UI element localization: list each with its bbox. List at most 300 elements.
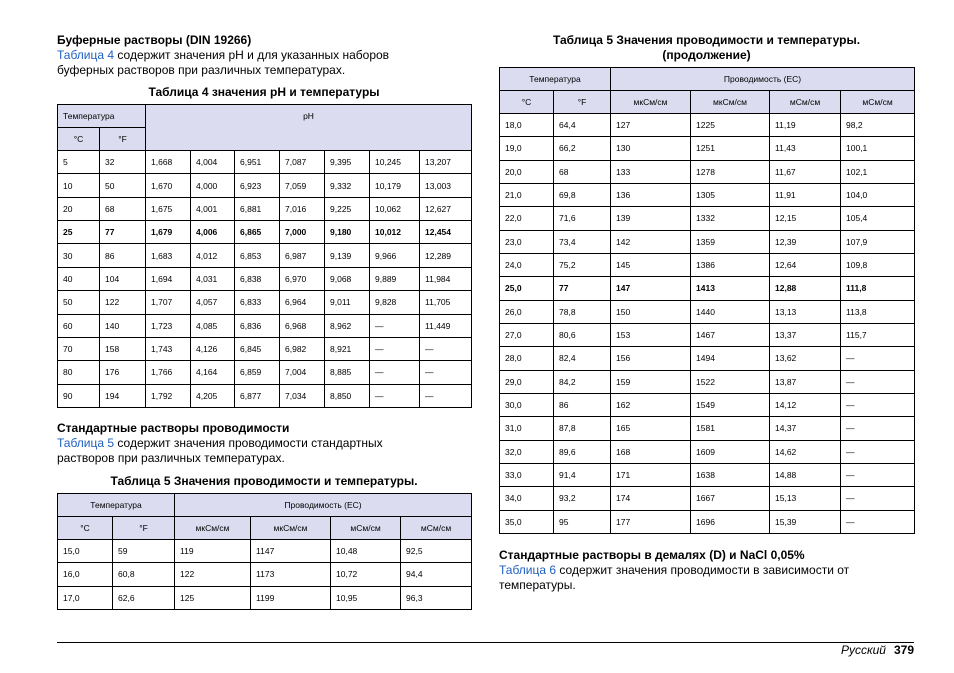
table-cell: 75,2 [554,253,611,276]
table-row [500,463,915,486]
table-cell: 1638 [691,463,770,486]
table-cell: 32,0 [500,440,554,463]
table-row [58,267,472,290]
table-cell: 17,0 [58,586,113,609]
table-cell: 68 [554,160,611,183]
table-cell: 50 [58,291,100,314]
table-5-header-unit: мкСм/см [175,517,251,540]
table-5-continued-body [500,114,915,534]
section-text-conductivity-line1: содержит значения проводимости стандартных [114,436,383,450]
table-cell: 18,0 [500,114,554,137]
table-cell: 9,068 [325,267,370,290]
table-4-caption: Таблица 4 значения pH и температуры [148,85,380,99]
table-cell: 1278 [691,160,770,183]
table-cell: 20,0 [500,160,554,183]
table-cell: 159 [611,370,691,393]
table-cell: 77 [554,277,611,300]
table-cell: 4,006 [191,221,235,244]
table-cell: 1,707 [146,291,191,314]
table-cell: 10,72 [331,563,401,586]
table-cell: 27,0 [500,323,554,346]
table-cell: 122 [100,291,146,314]
table-cell: 1,766 [146,361,191,384]
table-cell: 82,4 [554,347,611,370]
table-cell: 20 [58,197,100,220]
table-row [58,586,472,609]
table-cell: 92,5 [401,540,472,563]
table-cell: 104,0 [841,183,915,206]
table-cell: 5 [58,151,100,174]
table-row [58,384,472,407]
table-cell: 13,003 [420,174,472,197]
table-cell: 13,207 [420,151,472,174]
table-cell: — [370,361,420,384]
table-cell: 174 [611,487,691,510]
table-cell: — [841,440,915,463]
table-5c-header-unit: мСм/см [841,91,915,114]
table-row [500,253,915,276]
table-cell: 89,6 [554,440,611,463]
table-cell: 113,8 [841,300,915,323]
table-cell: 7,059 [280,174,325,197]
table-cell: 1,675 [146,197,191,220]
table-cell: 4,004 [191,151,235,174]
table-row [58,221,472,244]
table-cell: 86 [100,244,146,267]
footer-divider [57,642,914,643]
table-5-body [58,540,472,610]
table-cell: 26,0 [500,300,554,323]
table-cell: 11,449 [420,314,472,337]
table-cell: 1581 [691,417,770,440]
table-cell: 4,164 [191,361,235,384]
table-cell: 12,289 [420,244,472,267]
table-row [500,137,915,160]
table-cell: 11,705 [420,291,472,314]
table-cell: 168 [611,440,691,463]
table-cell: — [841,487,915,510]
table-cell: 60,8 [113,563,175,586]
table-cell: — [841,347,915,370]
table-cell: 1609 [691,440,770,463]
table-cell: — [420,337,472,360]
table-cell: 15,39 [770,510,841,533]
table-cell: 1,723 [146,314,191,337]
table-cell: 9,332 [325,174,370,197]
table-cell: 1667 [691,487,770,510]
table-cell: — [841,417,915,440]
table-cell: 107,9 [841,230,915,253]
table-row [500,510,915,533]
section-text-conductivity [57,436,471,466]
table-cell: 136 [611,183,691,206]
table-cell: 9,889 [370,267,420,290]
table-cell: 68 [100,197,146,220]
table-cell: 6,987 [280,244,325,267]
table-cell: 177 [611,510,691,533]
table-row [58,314,472,337]
table-cell: 139 [611,207,691,230]
table-cell: — [841,510,915,533]
table-cell: 7,004 [280,361,325,384]
table-cell: 33,0 [500,463,554,486]
table-cell: 6,845 [235,337,280,360]
table-cell: 127 [611,114,691,137]
table-row [500,323,915,346]
table-cell: 130 [611,137,691,160]
table-cell: — [420,361,472,384]
table-cell: 4,085 [191,314,235,337]
table-row [58,174,472,197]
table-cell: 80 [58,361,100,384]
table-cell: 9,011 [325,291,370,314]
table-5 [57,493,472,610]
footer-language: Русский [840,643,886,657]
table-5-caption: Таблица 5 Значения проводимости и температуры. [110,474,418,488]
section-text-conductivity-line2: растворов при различных температурах. [57,451,285,465]
table-cell: 150 [611,300,691,323]
table-cell: 4,031 [191,267,235,290]
table-cell: 11,91 [770,183,841,206]
table-cell: 9,966 [370,244,420,267]
table-4-header-fahrenheit: °F [100,128,146,151]
table-cell: 1549 [691,393,770,416]
table-cell: 98,2 [841,114,915,137]
table-cell: 32 [100,151,146,174]
table-cell: 1,792 [146,384,191,407]
table-cell: 1494 [691,347,770,370]
table-cell: — [370,384,420,407]
table-cell: 90 [58,384,100,407]
table-5c-header-unit: мкСм/см [691,91,770,114]
table-cell: 6,970 [280,267,325,290]
table-cell: 133 [611,160,691,183]
table-row [58,540,472,563]
table-cell: 7,034 [280,384,325,407]
table-cell: 9,225 [325,197,370,220]
table-cell: 19,0 [500,137,554,160]
table-cell: 14,88 [770,463,841,486]
table-cell: 12,15 [770,207,841,230]
table-5c-header-celsius: °C [500,91,554,114]
table-row [500,417,915,440]
table-cell: 96,3 [401,586,472,609]
table-cell: 1,743 [146,337,191,360]
table-5-continued-caption-line1: Таблица 5 Значения проводимости и температуры. [552,33,861,47]
section-title-buffer: Буферные растворы (DIN 19266) [57,33,252,47]
table-cell: 8,962 [325,314,370,337]
table-cell: 142 [611,230,691,253]
table-cell: 102,1 [841,160,915,183]
table-cell: 29,0 [500,370,554,393]
table-cell: 111,8 [841,277,915,300]
table-cell: 91,4 [554,463,611,486]
table-cell: 4,205 [191,384,235,407]
table-cell: 8,885 [325,361,370,384]
table-cell: 1,668 [146,151,191,174]
table-cell: 77 [100,221,146,244]
table-row [500,393,915,416]
table-5-header-unit: мСм/см [331,517,401,540]
table-cell: 12,39 [770,230,841,253]
table-row [500,487,915,510]
table-cell: 93,2 [554,487,611,510]
table-6-link[interactable]: Таблица 6 [499,563,557,577]
section-title-conductivity: Стандартные растворы проводимости [57,421,290,435]
table-cell: 6,982 [280,337,325,360]
table-row [58,151,472,174]
section-text-demal-line1: содержит значения проводимости в зависимости от [556,563,850,577]
table-cell: 24,0 [500,253,554,276]
table-cell: 125 [175,586,251,609]
table-cell: 4,000 [191,174,235,197]
table-cell: 12,454 [420,221,472,244]
table-cell: 6,836 [235,314,280,337]
table-cell: 194 [100,384,146,407]
table-cell: 9,139 [325,244,370,267]
table-cell: 156 [611,347,691,370]
table-cell: 84,2 [554,370,611,393]
table-cell: 70 [58,337,100,360]
table-row [58,337,472,360]
table-5-continued-caption-line2: (продолжение) [662,48,751,62]
section-text-buffer [57,48,471,78]
table-cell: 14,62 [770,440,841,463]
table-row [500,370,915,393]
table-cell: 34,0 [500,487,554,510]
table-cell: 6,853 [235,244,280,267]
table-cell: 9,828 [370,291,420,314]
table-cell: 171 [611,463,691,486]
table-5-header-unit: мСм/см [401,517,472,540]
table-cell: 16,0 [58,563,113,586]
table-4-header-celsius: °C [58,128,100,151]
table-cell: 25,0 [500,277,554,300]
table-cell: 86 [554,393,611,416]
table-5-header-unit: мкСм/см [251,517,331,540]
table-cell: 1,679 [146,221,191,244]
table-cell: 13,13 [770,300,841,323]
table-cell: 1,670 [146,174,191,197]
table-cell: 10,95 [331,586,401,609]
table-row [58,197,472,220]
table-row [500,230,915,253]
table-cell: 105,4 [841,207,915,230]
table-cell: 6,859 [235,361,280,384]
table-cell: 6,968 [280,314,325,337]
table-cell: 30,0 [500,393,554,416]
table-cell: 6,951 [235,151,280,174]
table-cell: 10,012 [370,221,420,244]
table-cell: 115,7 [841,323,915,346]
table-cell: 69,8 [554,183,611,206]
table-cell: 10,245 [370,151,420,174]
table-5c-header-temperature: Температура [500,68,611,91]
table-row [500,114,915,137]
table-cell: 1251 [691,137,770,160]
table-cell: 6,877 [235,384,280,407]
table-cell: — [420,384,472,407]
table-cell: 78,8 [554,300,611,323]
table-5c-header-unit: мСм/см [770,91,841,114]
table-cell: 147 [611,277,691,300]
table-5-header-fahrenheit: °F [113,517,175,540]
table-cell: 119 [175,540,251,563]
table-5-header-temperature: Температура [58,494,175,517]
table-cell: 6,964 [280,291,325,314]
table-cell: 4,001 [191,197,235,220]
table-row [500,300,915,323]
table-cell: 10,179 [370,174,420,197]
table-5c-header-fahrenheit: °F [554,91,611,114]
section-text-buffer-line2: буферных растворов при различных температурах. [57,63,346,77]
table-cell: 1413 [691,277,770,300]
table-cell: 1173 [251,563,331,586]
table-cell: 1696 [691,510,770,533]
table-row [500,347,915,370]
table-row [58,291,472,314]
table-cell: 6,865 [235,221,280,244]
table-cell: 10,48 [331,540,401,563]
table-cell: 1440 [691,300,770,323]
table-cell: 31,0 [500,417,554,440]
table-4-body [58,151,472,408]
page-footer [841,643,914,657]
table-cell: 35,0 [500,510,554,533]
table-row [500,207,915,230]
table-cell: 11,19 [770,114,841,137]
table-cell: 87,8 [554,417,611,440]
table-row [58,244,472,267]
table-cell: 158 [100,337,146,360]
table-cell: 13,62 [770,347,841,370]
table-cell: 109,8 [841,253,915,276]
table-cell: 71,6 [554,207,611,230]
table-cell: — [841,393,915,416]
table-cell: 1522 [691,370,770,393]
table-cell: 13,87 [770,370,841,393]
table-cell: 28,0 [500,347,554,370]
table-cell: 80,6 [554,323,611,346]
table-row [500,440,915,463]
table-5-continued [499,67,915,534]
table-cell: 7,000 [280,221,325,244]
table-cell: 104 [100,267,146,290]
table-cell: 12,627 [420,197,472,220]
table-cell: 14,37 [770,417,841,440]
table-cell: 4,126 [191,337,235,360]
table-cell: 7,087 [280,151,325,174]
table-cell: 15,13 [770,487,841,510]
table-row [500,183,915,206]
section-text-demal-line2: температуры. [499,578,576,592]
table-cell: 1359 [691,230,770,253]
table-cell: 11,43 [770,137,841,160]
table-cell: 14,12 [770,393,841,416]
table-cell: 59 [113,540,175,563]
table-cell: 64,4 [554,114,611,137]
table-cell: 21,0 [500,183,554,206]
table-cell: 15,0 [58,540,113,563]
table-4-link[interactable]: Таблица 4 [57,48,115,62]
table-row [500,277,915,300]
table-cell: 12,64 [770,253,841,276]
table-4-header-temperature: Температура [58,105,146,128]
table-cell: 40 [58,267,100,290]
table-cell: 11,984 [420,267,472,290]
table-cell: 100,1 [841,137,915,160]
table-cell: 13,37 [770,323,841,346]
table-cell: 1467 [691,323,770,346]
table-cell: 9,395 [325,151,370,174]
table-cell: 4,012 [191,244,235,267]
table-5-link[interactable]: Таблица 5 [57,436,115,450]
table-cell: 6,923 [235,174,280,197]
table-cell: 153 [611,323,691,346]
table-cell: 6,833 [235,291,280,314]
table-row [58,563,472,586]
table-5c-header-unit: мкСм/см [611,91,691,114]
table-cell: 1225 [691,114,770,137]
table-cell: 8,921 [325,337,370,360]
table-cell: 30 [58,244,100,267]
table-cell: 12,88 [770,277,841,300]
table-cell: 95 [554,510,611,533]
table-cell: 1305 [691,183,770,206]
table-cell: 62,6 [113,586,175,609]
table-cell: 165 [611,417,691,440]
table-cell: 145 [611,253,691,276]
table-cell: 11,67 [770,160,841,183]
table-cell: 22,0 [500,207,554,230]
table-cell: 73,4 [554,230,611,253]
table-5-header-conductivity: Проводимость (EC) [175,494,472,517]
section-title-demal: Стандартные растворы в демалях (D) и NaCl 0,05% [499,548,805,562]
table-cell: 1199 [251,586,331,609]
table-5c-header-conductivity: Проводимость (EC) [611,68,915,91]
page-number: 379 [893,643,914,657]
table-4-header-ph: pH [146,105,472,151]
table-cell: 94,4 [401,563,472,586]
table-cell: 66,2 [554,137,611,160]
table-cell: 50 [100,174,146,197]
table-cell: 1147 [251,540,331,563]
table-cell: 1332 [691,207,770,230]
table-cell: 8,850 [325,384,370,407]
table-cell: — [841,463,915,486]
table-cell: 1386 [691,253,770,276]
table-cell: 140 [100,314,146,337]
table-cell: 122 [175,563,251,586]
table-cell: 162 [611,393,691,416]
table-row [58,361,472,384]
table-cell: 1,694 [146,267,191,290]
table-cell: 23,0 [500,230,554,253]
table-cell: 9,180 [325,221,370,244]
table-cell: 10,062 [370,197,420,220]
table-cell: — [370,337,420,360]
table-cell: 4,057 [191,291,235,314]
table-cell: — [841,370,915,393]
section-text-demal [499,563,914,593]
table-cell: 10 [58,174,100,197]
table-cell: 7,016 [280,197,325,220]
table-cell: 6,881 [235,197,280,220]
table-cell: 6,838 [235,267,280,290]
table-cell: 60 [58,314,100,337]
table-cell: — [370,314,420,337]
table-cell: 25 [58,221,100,244]
